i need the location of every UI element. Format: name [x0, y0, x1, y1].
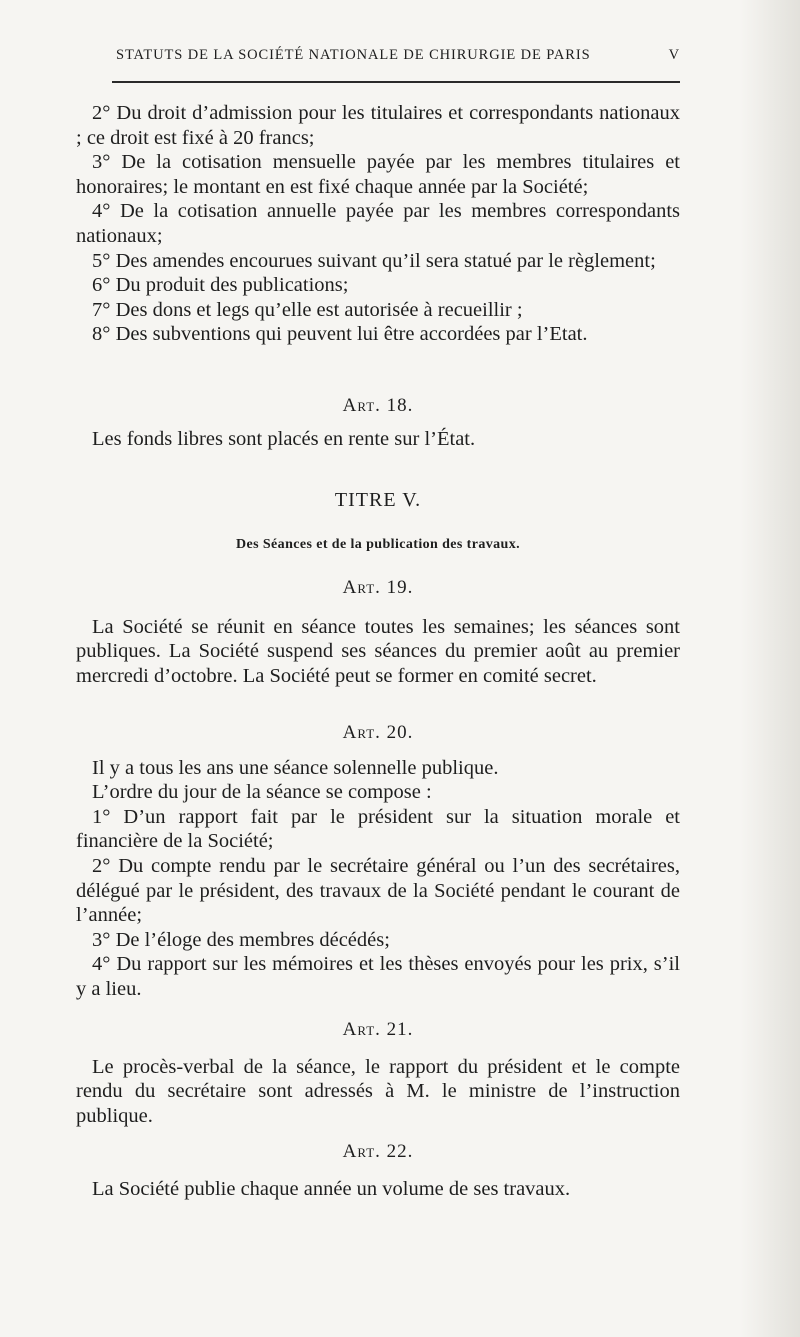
article-text: Les fonds libres sont placés en rente sur l’État.: [92, 427, 476, 450]
list-item: 4° De la cotisation annuelle payée par les membres correspondants nationaux;: [76, 200, 680, 247]
list-item: 4° Du rapport sur les mémoires et les thèses envoyés pour les prix, s’il y a lieu.: [76, 953, 680, 1000]
article-text: La Société publie chaque année un volume de ses travaux.: [92, 1177, 571, 1200]
list-item: 7° Des dons et legs qu’elle est autorisée à recueillir ;: [92, 298, 523, 321]
list-item: 8° Des subventions qui peuvent lui être accordées par l’Etat.: [92, 323, 588, 346]
list-a: [76, 101, 680, 347]
article-heading: Art. 18.: [342, 395, 414, 416]
article-text: Le procès-verbal de la séance, le rapport du président et le compte rendu du secrétaire sont adressés à M. le ministre de l’instruction publique.: [76, 1055, 680, 1127]
list-item: 6° Du produit des publications;: [92, 274, 349, 297]
running-title: STATUTS DE LA SOCIÉTÉ NATIONALE DE CHIRURGIE DE PARIS: [116, 47, 591, 63]
section-subtitle: Des Séances et de la publication des travaux.: [236, 536, 520, 552]
article-heading: Art. 22.: [342, 1141, 414, 1162]
title-heading: TITRE V.: [334, 489, 422, 511]
list-item: 3° De l’éloge des membres décédés;: [92, 928, 390, 951]
page-number: V: [668, 47, 680, 63]
page-edge-shadow: [740, 0, 800, 1337]
list-item: 2° Du droit d’admission pour les titulaires et correspondants nationaux ; ce droit est fixé à 20 francs;: [76, 102, 680, 149]
article-heading: Art. 20.: [342, 722, 414, 743]
list-item: 1° D’un rapport fait par le président sur la situation morale et financière de la Société;: [76, 805, 680, 853]
list-item: 5° Des amendes encourues suivant qu’il sera statué par le règlement;: [92, 249, 656, 272]
article-heading: Art. 19.: [342, 577, 414, 598]
article-text: La Société se réunit en séance toutes les semaines; les séances sont publiques. La Société suspend ses séances du premier août au premier mercredi d’octobre. La Société peut se former en comité secret.: [76, 615, 680, 687]
article-heading: Art. 21.: [342, 1019, 414, 1040]
article-text: Il y a tous les ans une séance solennelle publique.: [92, 756, 499, 779]
header-rule: [112, 81, 680, 83]
list-item: 2° Du compte rendu par le secrétaire général ou l’un des secrétaires, délégué par le président, des travaux de la Société pendant le courant de l’année;: [76, 854, 680, 927]
article-text: L’ordre du jour de la séance se compose :: [92, 781, 432, 804]
list-item: 3° De la cotisation mensuelle payée par les membres titulaires et honoraires; le montant en est fixé chaque année par la Société;: [76, 151, 680, 198]
page-header: [40, 47, 680, 64]
